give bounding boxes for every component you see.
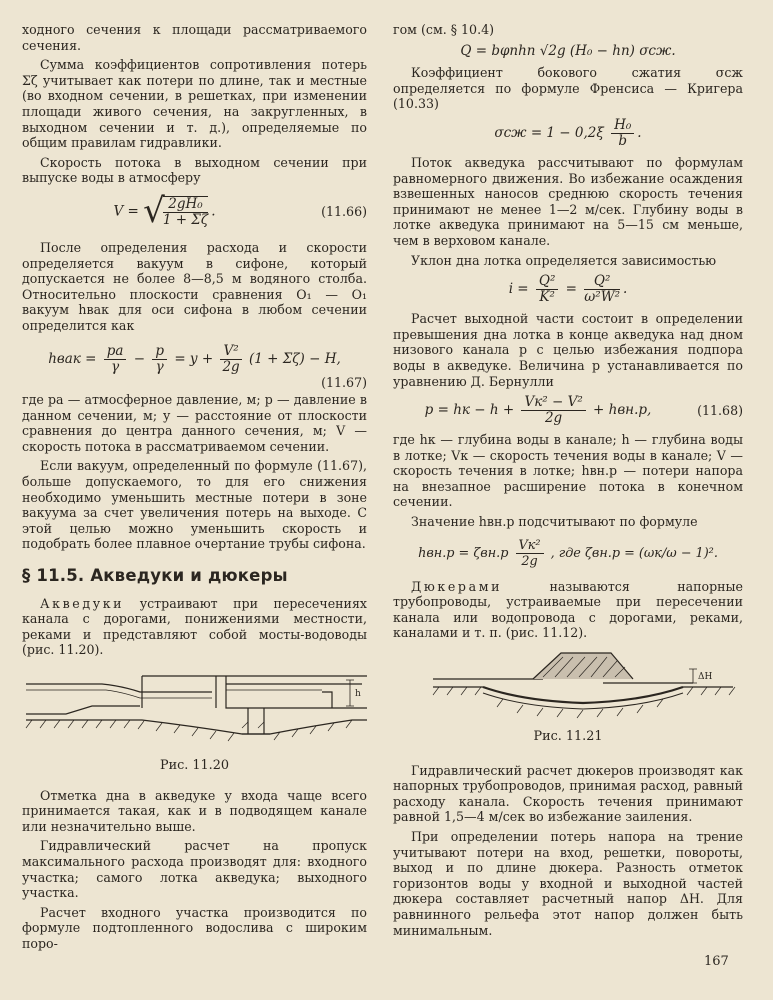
equation-11-67: hвак = $\frac{pa}{\gamma}$ − $\frac{p}{\gamma}$ = y + $\frac{\text{V²}}{2g}$ (1 + Σζ) − H, (11.67) bbox=[22, 344, 367, 391]
equation-expansion-loss: hвн.р = ζвн.р $\frac{\text{Vк²}}{2g}$ , где ζвн.р = (ωк/ω − 1)². bbox=[418, 537, 718, 569]
paragraph: ходного сечения к площади рассматриваемого сечения. bbox=[22, 22, 367, 53]
figure-11-21-culvert bbox=[393, 647, 743, 719]
paragraph: Коэффициент бокового сжатия σсж определяется по формуле Френсиса — Кригера (10.33) bbox=[393, 65, 743, 112]
paragraph: Если вакуум, определенный по формуле (11.67), больше допускаемого, то для его снижения необходимо уменьшить местные потери в зоне вакуума за счет увеличения потерь на выходе. С этой целью можно уменьшить скорость и подобрать более плавное очертание трубы сифона. bbox=[22, 458, 367, 552]
equation-number: (11.67) bbox=[321, 374, 367, 390]
figure-caption: Рис. 11.21 bbox=[533, 729, 603, 745]
equation-number: (11.68) bbox=[697, 402, 743, 418]
paragraph: Отметка дна в акведуке у входа чаще всего принимается такая, как и в подводящем канале или незначительно выше. bbox=[22, 787, 367, 834]
equation-contraction: σсж = 1 − 0,2ξ $\frac{\text{H₀}}{b}$ . bbox=[494, 116, 642, 149]
figure-11-20-aqueduct bbox=[22, 662, 367, 754]
equation-number: (11.66) bbox=[321, 204, 367, 220]
paragraph: где pa — атмосферное давление, м; p — давление в данном сечении, м; y — расстояние от плоскости сравнения до центра данного сечения, м; V — скорость потока в рассматриваемом сечении. bbox=[22, 392, 367, 454]
paragraph: Значение hвн.р подсчитывают по формуле bbox=[411, 514, 698, 530]
paragraph: Скорость потока в выходном сечении при выпуске воды в атмосферу bbox=[22, 154, 367, 186]
equation-11-68: p = hк − h + $\frac{\text{Vк² − V²}}{2g}$ + hвн.р, (11.68) bbox=[424, 394, 743, 427]
paragraph: Сумма коэффициентов сопротивления потерь Σζ учитывает как потери по длине, так и местные (во входном сечении, в решетках, при изменении площади живого сечения, на закругленных, в выходном сечении и т. д.), определяемые по общим правилам гидравлики. bbox=[22, 57, 367, 151]
paragraph: Расчет выходной части состоит в определении превышения дна лотка в конце акведука над дном низового канала p с целью избежания подпора воды в акведуке. Величина p устанавливается по уравнению Д. Бернулли bbox=[393, 311, 743, 389]
equation-11-66: V = √ $\frac{\text{2gH₀}}{1 + \Sigma\zeta}$ . (11.66) bbox=[113, 191, 367, 232]
paragraph: где hк — глубина воды в канале; h — глубина воды в лотке; Vк — скорость течения воды в канале; V — скорость течения в лотке; hвн.р — потери напора на внезапное расширение потока в конечном сечении. bbox=[393, 432, 743, 510]
right-column bbox=[393, 22, 743, 942]
paragraph: гом (см. § 10.4) bbox=[393, 22, 495, 37]
delta-h-label: ΔH bbox=[698, 672, 713, 683]
figure-caption: Рис. 11.20 bbox=[159, 758, 230, 773]
paragraph: При определении потерь напора на трение учитывают потери на вход, решетки, повороты, выход и по длине дюкера. Разность отметок горизонтов воды у входной и выходной частей дюкера составляет расчетный напор ΔH. Для равнинного рельефа этот напор должен быть минимальным. bbox=[393, 829, 743, 938]
section-title: § 11.5. Акведуки и дюкеры bbox=[22, 566, 288, 586]
page-number: 167 bbox=[704, 954, 729, 969]
equation-discharge: Q = bφпhп √2g (H₀ − hп) σсж. bbox=[460, 42, 676, 59]
paragraph: Расчет входного участка производится по формуле подтопленного водослива с широким поро- bbox=[22, 904, 367, 951]
equation-slope: i = $\frac{\text{Q²}}{\text{K²}}$ = $\frac{\text{Q²}}{\text{ω²W²}}$ . bbox=[508, 273, 628, 306]
paragraph: Акведуки устраивают при пересечениях канала с дорогами, понижениями местности, реками и представляют собой мосты-водоводы (рис. 11.20). bbox=[22, 595, 367, 658]
paragraph: Гидравлический расчет дюкеров производят как напорных трубопроводов, принимая расход, равный расходу канала. Скорость течения принимают равной 1,5—4 м/сек во избежание заиления. bbox=[393, 762, 743, 825]
paragraph: После определения расхода и скорости определяется вакуум в сифоне, который допускается не более 8—8,5 м водяного столба. Относительно плоскости сравнения O₁ — O₁ вакуум hвак для оси сифона в любом сечении определится как bbox=[22, 239, 367, 333]
svg-text:h: h bbox=[355, 689, 361, 699]
left-column bbox=[22, 22, 367, 956]
paragraph: Уклон дна лотка определяется зависимостью bbox=[411, 252, 717, 268]
paragraph: Дюкерами называются напорные трубопроводы, устраиваемые при пересечении канала или водопровода с дорогами, реками, каналами и т. п. (рис. 11.12). bbox=[393, 578, 743, 641]
paragraph: Гидравлический расчет на пропуск максимального расхода производят для: входного участка; самого лотка акведука; выходного участка. bbox=[22, 838, 367, 901]
paragraph: Поток акведука рассчитывают по формулам равномерного движения. Во избежание осаждения взвешенных наносов среднюю скорость течения принимают не менее 1—2 м/сек. Глубину воды в лотке акведука принимают на 5—15 см меньше, чем в верховом канале. bbox=[393, 154, 743, 248]
